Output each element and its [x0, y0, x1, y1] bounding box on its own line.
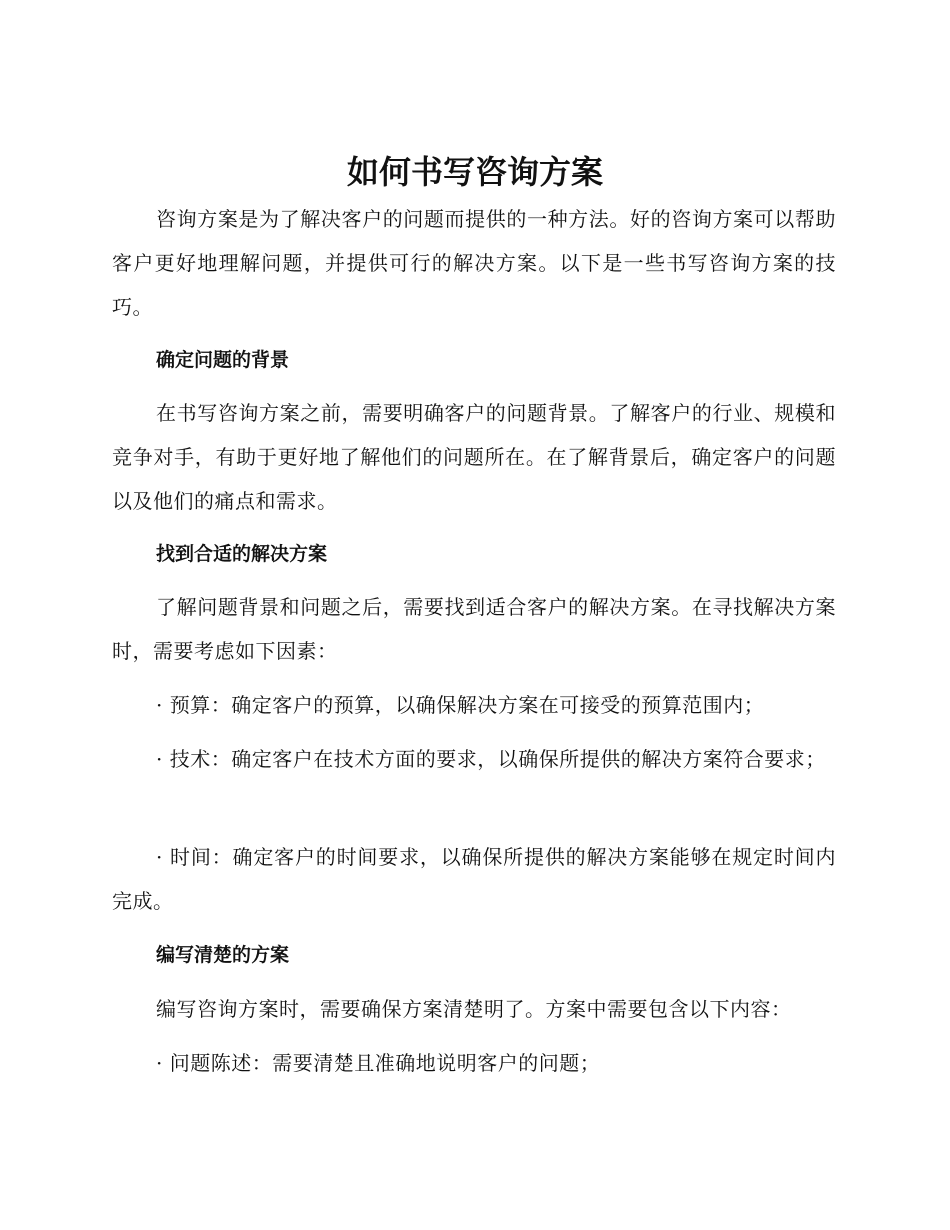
section-heading-solution: 找到合适的解决方案 — [156, 543, 328, 565]
section-heading-background: 确定问题的背景 — [156, 349, 290, 371]
background-paragraph: 在书写咨询方案之前，需要明确客户的问题背景。了解客户的行业、规模和竞争对手，有助于更好地了解他们的问题所在。在了解背景后，确定客户的问题以及他们的痛点和需求。 — [112, 401, 836, 513]
list-item-budget: · 预算：确定客户的预算，以确保解决方案在可接受的预算范围内； — [156, 693, 765, 717]
list-item-time: · 时间：确定客户的时间要求，以确保所提供的解决方案能够在规定时间内完成。 — [112, 845, 836, 913]
list-item-technology: · 技术：确定客户在技术方面的要求，以确保所提供的解决方案符合要求； — [156, 747, 826, 771]
section-heading-writing: 编写清楚的方案 — [156, 944, 290, 966]
document-title: 如何书写咨询方案 — [346, 153, 603, 191]
solution-paragraph: 了解问题背景和问题之后，需要找到适合客户的解决方案。在寻找解决方案时，需要考虑如下因素： — [112, 595, 836, 663]
intro-paragraph: 咨询方案是为了解决客户的问题而提供的一种方法。好的咨询方案可以帮助客户更好地理解问题，并提供可行的解决方案。以下是一些书写咨询方案的技巧。 — [112, 207, 836, 319]
list-item-problem-statement: · 问题陈述：需要清楚且准确地说明客户的问题； — [156, 1051, 601, 1075]
writing-paragraph: 编写咨询方案时，需要确保方案清楚明了。方案中需要包含以下内容： — [156, 997, 792, 1021]
